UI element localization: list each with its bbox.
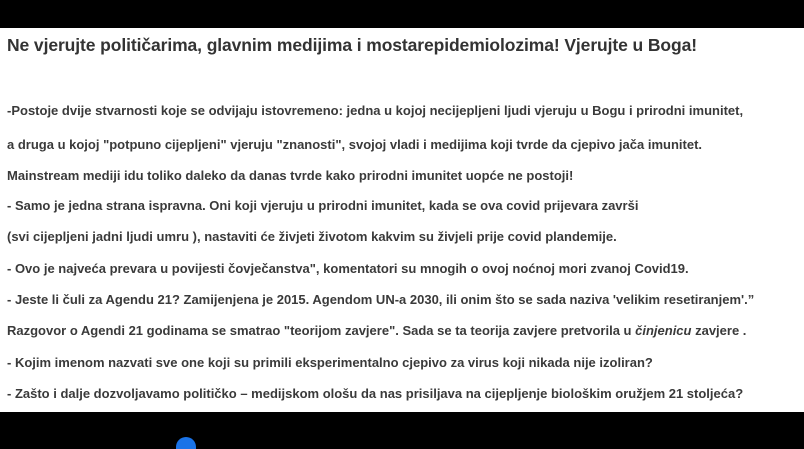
- bottom-black-bar: [0, 412, 804, 443]
- paragraph-line-4: - Samo je jedna strana ispravna. Oni koji vjeruju u prirodni imunitet, kada se ova covid prijevara završi: [7, 198, 639, 213]
- paragraph-line-1: -Postoje dvije stvarnosti koje se odvijaju istovremeno: jedna u kojoj necijepljeni ljudi vjeruju u Bogu i prirodni imunitet,: [7, 103, 744, 118]
- paragraph-line-5: (svi cijepljeni jadni ljudi umru ), nastaviti će živjeti životom kakvim su živjeli prije covid plandemije.: [7, 229, 617, 244]
- line-8-text: Razgovor o Agendi 21 godinama se smatrao "teorijom zavjere". Sada se ta teorija zavjere pretvorila u: [7, 323, 636, 338]
- top-black-bar: [0, 0, 804, 28]
- paragraph-line-3: Mainstream mediji idu toliko daleko da danas tvrde kako prirodni imunitet uopće ne postoji!: [7, 168, 574, 183]
- article-content: [0, 28, 804, 412]
- paragraph-line-8: [7, 323, 746, 338]
- paragraph-line-10: - Zašto i dalje dozvoljavamo političko – medijskom ološu da nas prisiljava na cijepljenje biološkim oružjem 21 stoljeća?: [7, 386, 744, 401]
- paragraph-line-9: - Kojim imenom nazvati sve one koji su primili eksperimentalno cjepivo za virus koji nikada nije izoliran?: [7, 355, 653, 370]
- paragraph-line-6: - Ovo je najveća prevara u povijesti čovječanstva", komentatori su mnogih o ovoj noćnoj mori zvanoj Covid19.: [7, 261, 689, 276]
- line-8-emphasis: činjenicu: [635, 323, 692, 338]
- paragraph-line-2: a druga u kojoj "potpuno cijepljeni" vjeruju "znanosti", svojoj vladi i medijima koji tvrde da cjepivo jača imunitet.: [7, 137, 703, 152]
- paragraph-line-7: - Jeste li čuli za Agendu 21? Zamijenjena je 2015. Agendom UN-a 2030, ili onim što se sada naziva 'velikim resetiranjem'.”: [7, 292, 755, 307]
- article-headline: Ne vjerujte političarima, glavnim medijima i mostarepidemiolozima! Vjerujte u Boga!: [7, 35, 697, 55]
- line-8-tail: zavjere .: [691, 323, 747, 338]
